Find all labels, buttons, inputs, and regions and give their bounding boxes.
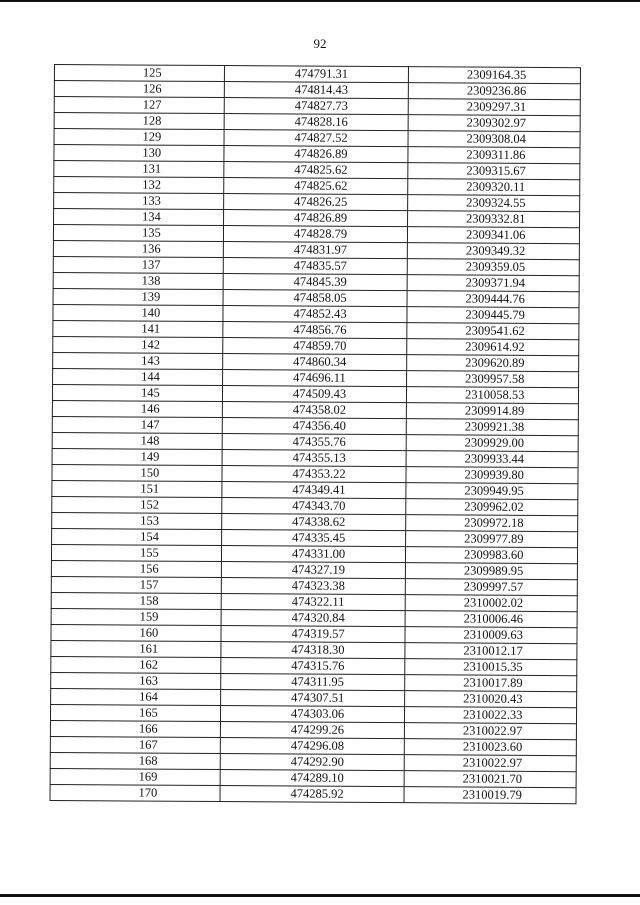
x-coordinate-cell: 474289.10: [220, 770, 404, 787]
y-coordinate-cell: 2309445.79: [407, 307, 579, 324]
point-number-cell: 145: [52, 384, 222, 401]
point-number-cell: 134: [54, 209, 224, 226]
y-coordinate-cell: 2310058.53: [406, 387, 578, 404]
point-number-cell: 133: [54, 193, 224, 210]
x-coordinate-cell: 474323.38: [221, 578, 405, 595]
point-number-cell: 132: [54, 177, 224, 194]
x-coordinate-cell: 474303.06: [220, 706, 404, 723]
y-coordinate-cell: 2309929.00: [406, 435, 578, 452]
point-number-cell: 139: [53, 288, 223, 305]
point-number-cell: 126: [54, 81, 224, 98]
point-number-cell: 162: [51, 656, 221, 673]
x-coordinate-cell: 474353.22: [222, 466, 406, 483]
y-coordinate-cell: 2309989.95: [405, 563, 577, 580]
y-coordinate-cell: 2310006.46: [405, 611, 577, 628]
x-coordinate-cell: 474828.79: [223, 226, 407, 243]
y-coordinate-cell: 2309164.35: [408, 67, 580, 84]
point-number-cell: 143: [53, 352, 223, 369]
y-coordinate-cell: 2310021.70: [404, 771, 576, 788]
y-coordinate-cell: 2310019.79: [404, 787, 576, 804]
point-number-cell: 140: [53, 304, 223, 321]
x-coordinate-cell: 474831.97: [223, 242, 407, 259]
x-coordinate-cell: 474826.89: [224, 210, 408, 227]
coordinates-table-body: [50, 65, 580, 804]
point-number-cell: 144: [53, 368, 223, 385]
x-coordinate-cell: 474307.51: [221, 690, 405, 707]
point-number-cell: 129: [54, 129, 224, 146]
point-number-cell: 151: [52, 480, 222, 497]
y-coordinate-cell: 2309939.80: [406, 467, 578, 484]
x-coordinate-cell: 474285.92: [220, 786, 404, 803]
point-number-cell: 157: [51, 576, 221, 593]
point-number-cell: 161: [51, 640, 221, 657]
y-coordinate-cell: 2309371.94: [407, 275, 579, 292]
x-coordinate-cell: 474331.00: [221, 546, 405, 563]
x-coordinate-cell: 474338.62: [222, 514, 406, 531]
y-coordinate-cell: 2309341.06: [407, 227, 579, 244]
y-coordinate-cell: 2309444.76: [407, 291, 579, 308]
point-number-cell: 166: [50, 720, 220, 737]
point-number-cell: 169: [50, 768, 220, 785]
point-number-cell: 158: [51, 592, 221, 609]
y-coordinate-cell: 2310022.33: [404, 707, 576, 724]
point-number-cell: 136: [53, 240, 223, 257]
y-coordinate-cell: 2309933.44: [406, 451, 578, 468]
point-number-cell: 148: [52, 432, 222, 449]
x-coordinate-cell: 474343.70: [222, 498, 406, 515]
top-page-border: [0, 0, 640, 2]
point-number-cell: 130: [54, 145, 224, 162]
y-coordinate-cell: 2309620.89: [407, 355, 579, 372]
x-coordinate-cell: 474296.08: [220, 738, 404, 755]
point-number-cell: 167: [50, 736, 220, 753]
point-number-cell: 146: [52, 400, 222, 417]
x-coordinate-cell: 474292.90: [220, 754, 404, 771]
x-coordinate-cell: 474349.41: [222, 482, 406, 499]
x-coordinate-cell: 474826.89: [224, 146, 408, 163]
point-number-cell: 135: [53, 225, 223, 242]
x-coordinate-cell: 474315.76: [221, 658, 405, 675]
y-coordinate-cell: 2310022.97: [404, 723, 576, 740]
x-coordinate-cell: 474814.43: [224, 82, 408, 99]
y-coordinate-cell: 2309921.38: [406, 419, 578, 436]
y-coordinate-cell: 2309302.97: [408, 115, 580, 132]
x-coordinate-cell: 474318.30: [221, 642, 405, 659]
y-coordinate-cell: 2310020.43: [405, 691, 577, 708]
x-coordinate-cell: 474835.57: [223, 258, 407, 275]
y-coordinate-cell: 2309541.62: [407, 323, 579, 340]
point-number-cell: 150: [52, 464, 222, 481]
y-coordinate-cell: 2309297.31: [408, 99, 580, 116]
y-coordinate-cell: 2309614.92: [407, 339, 579, 356]
y-coordinate-cell: 2310009.63: [405, 627, 577, 644]
y-coordinate-cell: 2309359.05: [407, 259, 579, 276]
point-number-cell: 131: [54, 161, 224, 178]
y-coordinate-cell: 2309983.60: [405, 547, 577, 564]
y-coordinate-cell: 2309308.04: [408, 131, 580, 148]
point-number-cell: 137: [53, 256, 223, 273]
y-coordinate-cell: 2309315.67: [408, 163, 580, 180]
y-coordinate-cell: 2309914.89: [406, 403, 578, 420]
x-coordinate-cell: 474355.76: [222, 434, 406, 451]
y-coordinate-cell: 2309977.89: [406, 531, 578, 548]
point-number-cell: 156: [51, 560, 221, 577]
point-number-cell: 165: [50, 704, 220, 721]
y-coordinate-cell: 2310017.89: [405, 675, 577, 692]
table-row: [50, 784, 576, 803]
x-coordinate-cell: 474860.34: [223, 354, 407, 371]
x-coordinate-cell: 474327.19: [221, 562, 405, 579]
x-coordinate-cell: 474828.16: [224, 114, 408, 131]
x-coordinate-cell: 474826.25: [224, 194, 408, 211]
y-coordinate-cell: 2309957.58: [407, 371, 579, 388]
point-number-cell: 147: [52, 416, 222, 433]
x-coordinate-cell: 474335.45: [222, 530, 406, 547]
x-coordinate-cell: 474825.62: [224, 178, 408, 195]
x-coordinate-cell: 474299.26: [220, 722, 404, 739]
x-coordinate-cell: 474358.02: [222, 402, 406, 419]
point-number-cell: 160: [51, 624, 221, 641]
y-coordinate-cell: 2310015.35: [405, 659, 577, 676]
x-coordinate-cell: 474852.43: [223, 306, 407, 323]
x-coordinate-cell: 474845.39: [223, 274, 407, 291]
page-number: 92: [313, 36, 327, 51]
x-coordinate-cell: 474825.62: [224, 162, 408, 179]
x-coordinate-cell: 474320.84: [221, 610, 405, 627]
x-coordinate-cell: 474858.05: [223, 290, 407, 307]
point-number-cell: 149: [52, 448, 222, 465]
point-number-cell: 168: [50, 752, 220, 769]
x-coordinate-cell: 474827.73: [224, 98, 408, 115]
y-coordinate-cell: 2309349.32: [407, 243, 579, 260]
point-number-cell: 170: [50, 784, 220, 801]
y-coordinate-cell: 2309972.18: [406, 515, 578, 532]
y-coordinate-cell: 2310022.97: [404, 755, 576, 772]
y-coordinate-cell: 2310023.60: [404, 739, 576, 756]
point-number-cell: 164: [51, 688, 221, 705]
x-coordinate-cell: 474791.31: [224, 66, 408, 83]
point-number-cell: 142: [53, 336, 223, 353]
y-coordinate-cell: 2309332.81: [408, 211, 580, 228]
point-number-cell: 155: [51, 544, 221, 561]
x-coordinate-cell: 474319.57: [221, 626, 405, 643]
point-number-cell: 153: [52, 512, 222, 529]
y-coordinate-cell: 2309962.02: [406, 499, 578, 516]
y-coordinate-cell: 2310012.17: [405, 643, 577, 660]
x-coordinate-cell: 474859.70: [223, 338, 407, 355]
y-coordinate-cell: 2309949.95: [406, 483, 578, 500]
y-coordinate-cell: 2309236.86: [408, 83, 580, 100]
x-coordinate-cell: 474355.13: [222, 450, 406, 467]
x-coordinate-cell: 474509.43: [222, 386, 406, 403]
point-number-cell: 127: [54, 97, 224, 114]
x-coordinate-cell: 474856.76: [223, 322, 407, 339]
point-number-cell: 141: [53, 320, 223, 337]
coordinates-table: [49, 64, 580, 804]
y-coordinate-cell: 2309324.55: [408, 195, 580, 212]
x-coordinate-cell: 474696.11: [223, 370, 407, 387]
point-number-cell: 138: [53, 272, 223, 289]
y-coordinate-cell: 2309997.57: [405, 579, 577, 596]
y-coordinate-cell: 2310002.02: [405, 595, 577, 612]
x-coordinate-cell: 474311.95: [221, 674, 405, 691]
x-coordinate-cell: 474356.40: [222, 418, 406, 435]
point-number-cell: 159: [51, 608, 221, 625]
point-number-cell: 163: [51, 672, 221, 689]
y-coordinate-cell: 2309320.11: [408, 179, 580, 196]
point-number-cell: 128: [54, 113, 224, 130]
point-number-cell: 152: [52, 496, 222, 513]
x-coordinate-cell: 474827.52: [224, 130, 408, 147]
x-coordinate-cell: 474322.11: [221, 594, 405, 611]
point-number-cell: 154: [52, 528, 222, 545]
coordinates-table-container: [49, 64, 579, 804]
point-number-cell: 125: [54, 65, 224, 82]
bottom-page-border: [0, 894, 640, 897]
y-coordinate-cell: 2309311.86: [408, 147, 580, 164]
